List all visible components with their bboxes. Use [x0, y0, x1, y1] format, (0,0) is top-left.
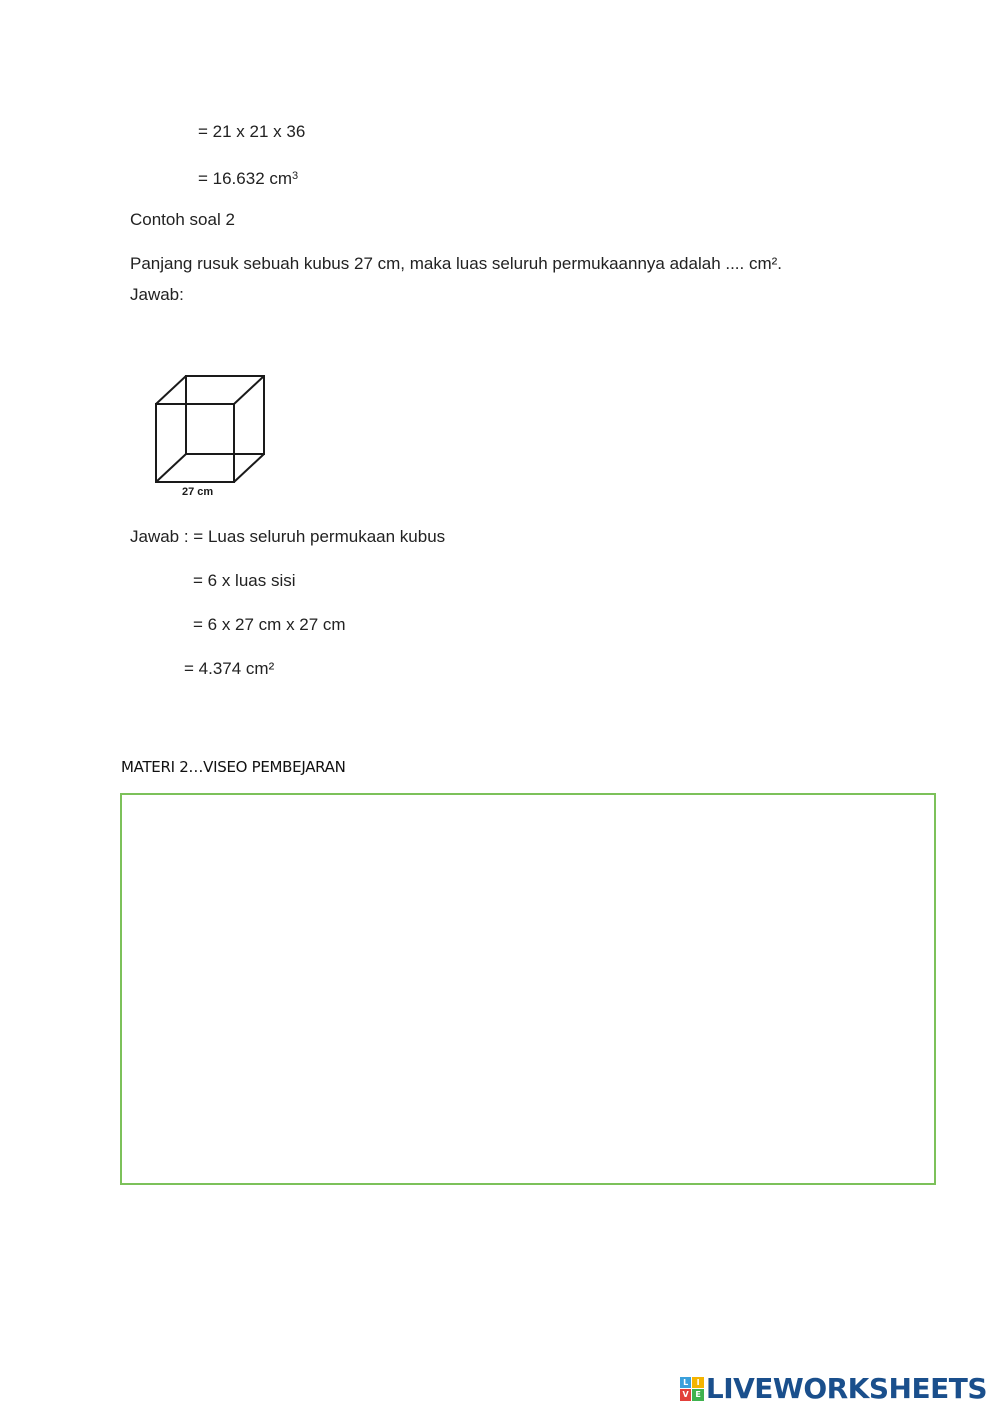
section-title: MATERI 2…VISEO PEMBEJARAN — [121, 758, 346, 776]
cube-edge-bottom-right — [234, 454, 264, 482]
solution-line4: = 4.374 cm² — [184, 659, 275, 678]
calc1-line2-value: = 16.632 cm — [198, 169, 293, 188]
cube-figure — [150, 370, 280, 502]
solution-line3: = 6 x 27 cm x 27 cm — [193, 615, 346, 634]
example2-question: Panjang rusuk sebuah kubus 27 cm, maka luas seluruh permukaannya adalah .... cm². — [130, 254, 783, 273]
logo-letter: V — [680, 1389, 692, 1401]
cube-edge-label: 27 cm — [182, 486, 214, 498]
calc1-line1: = 21 x 21 x 36 — [198, 122, 306, 141]
cube-edge-top-left — [156, 376, 186, 404]
solution-line1: Jawab : = Luas seluruh permukaan kubus — [130, 527, 446, 546]
liveworksheets-logo-text: LIVEWORKSHEETS — [705, 1372, 987, 1405]
logo-letter: E — [692, 1389, 704, 1401]
example2-answer-label: Jawab: — [130, 285, 184, 304]
cube-edge-bottom-left — [156, 454, 186, 482]
liveworksheets-logo-icon — [680, 1377, 704, 1401]
logo-letter: I — [692, 1377, 704, 1389]
cube-edge-top-right — [234, 376, 264, 404]
solution-line2: = 6 x luas sisi — [193, 571, 296, 590]
example2-heading: Contoh soal 2 — [130, 210, 235, 229]
calc1-line2-sup: 3 — [292, 170, 299, 182]
video-embed-box[interactable] — [120, 793, 936, 1185]
liveworksheets-logo — [680, 1372, 987, 1405]
logo-letter: L — [680, 1377, 692, 1389]
calc1-line2 — [198, 165, 298, 190]
